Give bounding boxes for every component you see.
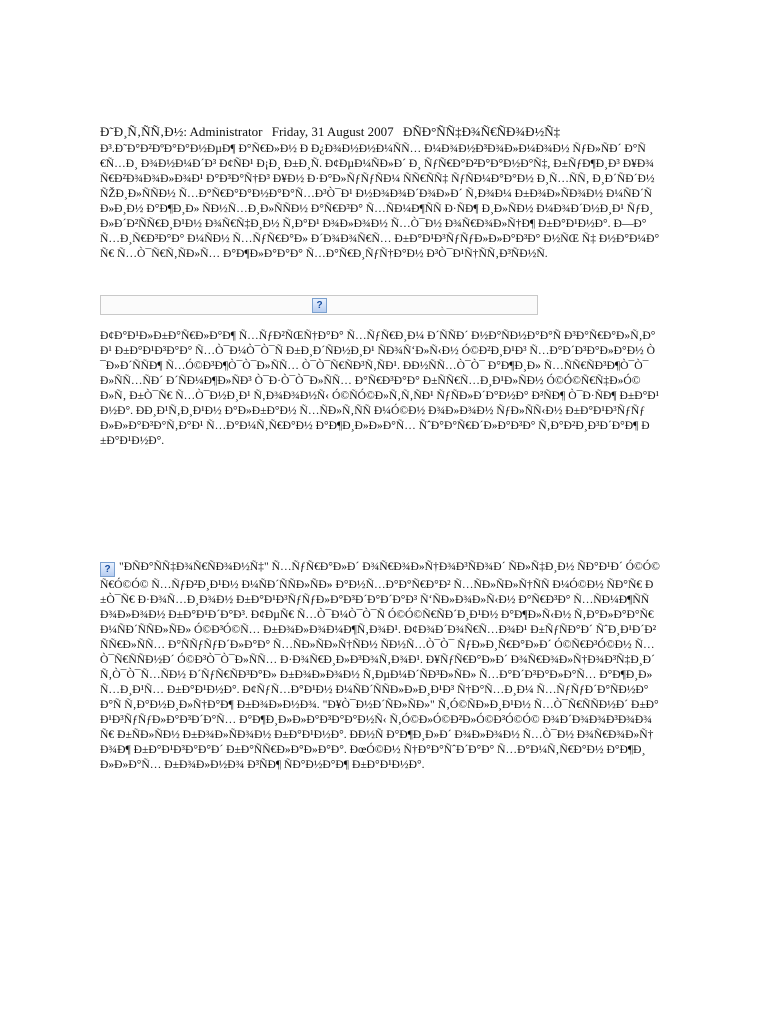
help-icon[interactable]: ? <box>312 298 327 313</box>
date-line: Friday, 31 August 2007 <box>271 124 394 139</box>
author-line: Ð˜Ð¸Ñ‚ÑÑ‚Ð½: Administrator <box>100 124 263 139</box>
paragraph-1: Ð³.Ð˜Ð°Ð²ÐºÐ°Ð°Ð½ÐµÐ¶ Ð°Ñ€Ð»Ð½ Ð Ð¿Ð¾Ð½Ð½Ð¼ÑÑ… Ð¼Ð¾Ð½Ð³Ð¾Ð»Ð¼Ð¾Ð½ ÑƒÐ»ÑÐ´ Ð°Ñ€Ñ…Ð¸ Ð¾Ð½Ð¼Ð´Ð³ Ð¢ÑÐ¹ Ð¡Ð¸ Ð±Ð¸Ñ. Ð¢ÐµÐ¼ÑÐ»Ð´ Ð¸ ÑƒÑ€Ð°Ð²Ð°Ð°Ð½Ð°Ñ‡, Ð±ÑƒÐ¶Ð¸Ð³ Ð¥Ð¾Ñ€Ð²Ð¾Ð¾Ð»Ð¾Ð¹ Ð°Ð³Ð°Ñ†Ð³ Ð¥Ð½ Ð·Ð°Ð»ÑƒÑƒÑÐ¼ ÑÑ€ÑÑ‡ ÑƒÑÐ¼Ð°Ð°Ð½ Ð¸Ñ…ÑÑ‚ Ð¸Ð´ÑÐ´Ð½ÑŽÐ¸Ð»ÑÑÐ½ Ñ…Ð°Ñ€Ð°Ð°Ð½Ð°Ð°Ñ…Ð³Ò¯Ð¹ Ð½Ð¾Ð¾Ð´Ð¾Ð»Ð´ Ñ‚Ð¾Ð¼ Ð±Ð¾Ð»ÑÐ¾Ð½ Ð¼ÑÐ´ÑÐ»Ð¸Ð½ Ð°Ð¶Ð¸Ð» ÑÐ½Ñ…Ð¸Ð»ÑÑÐ½ Ð°Ñ€Ð³Ð° Ñ…ÑÐ¼Ð¶ÑÑ Ð·ÑÐ¶ Ð¸Ð»ÑÐ½ Ð¼Ð¾Ð´Ð½Ð¸Ð¹ ÑƒÐ¸Ð»Ð´Ð²ÑÑ€Ð¸Ð¹Ð½ Ð¾Ñ€Ñ‡Ð¸Ð½ Ñ‚Ð°Ð¹ Ð¾Ð»Ð¾Ð½ Ñ…Ò¯Ð½ Ð¾Ñ€Ð¾Ð»Ñ†Ð¶ Ð±Ð°Ð¹Ð½Ð°. Ð—Ð°Ñ…Ð¸Ñ€Ð³Ð°Ð° Ð¼ÑÐ½ Ñ…ÑƒÑ€Ð°Ð» Ð´Ð¾Ð¾Ñ€Ñ… Ð±Ð°Ð¹Ð³ÑƒÑƒÐ»Ð»Ð°Ð³Ð° Ð½ÑŒ Ñ‡ Ð½Ð°Ð¼Ð°Ñ€ Ñ…Ò¯Ñ€Ñ‚ÑÐ»Ñ… Ð°Ð¶Ð»Ð°Ð°Ð° Ñ…Ð°Ñ€Ð¸ÑƒÑ†Ð°Ð½ Ð³Ò¯Ð¹Ñ†ÑÑ‚Ð³ÑÐ½Ñ. <box>100 142 660 260</box>
tag-line: ÐÑÐ°ÑÑ‡Ð¾Ñ€ÑÐ¾Ð½Ñ‡ <box>402 124 561 139</box>
paragraph-3-wrapper <box>100 559 660 772</box>
article-meta <box>100 124 660 140</box>
help-icon[interactable]: ? <box>100 562 115 577</box>
embedded-object-bar[interactable] <box>100 295 538 315</box>
article-block-2 <box>100 328 660 448</box>
article-block-3 <box>100 559 660 772</box>
paragraph-3: "ÐÑÐ°ÑÑ‡Ð¾Ñ€ÑÐ¾Ð½Ñ‡" Ñ…ÑƒÑ€Ð°Ð»Ð´ Ð¾Ñ€Ð¾Ð»Ñ†Ð¾Ð³ÑÐ¾Ð´ ÑÐ»Ñ‡Ð¸Ð½ ÑÐ°Ð¹Ð´ Ó©Ó©Ñ€Ó©Ó© Ñ…ÑƒÐ²Ð¸Ð¹Ð½ Ð¼ÑÐ´ÑÑÐ»ÑÐ» Ð°Ð½Ñ…Ð°Ð°Ñ€Ð°Ð² Ñ…ÑÐ»ÑÐ»Ñ†ÑÑ Ð¼Ó©Ð½ ÑÐ°Ñ€ Ð±Ò¯Ñ€ Ð·Ð¾Ñ…Ð¸Ð¾Ð½ Ð±Ð°Ð¹Ð³ÑƒÑƒÐ»Ð°Ð³Ð´Ð°Ð´Ð°Ð³ Ñ‘ÑÐ»Ð¾Ð»Ñ‹Ð½ Ð°Ñ€Ð³Ð° Ñ…ÑÐ¼Ð¶ÑÑ Ð¾Ð»Ð¾Ð½ Ð±Ð°Ð¹Ð´Ð°Ð³. Ð¢ÐµÑ€ Ñ…Ò¯Ð¼Ò¯Ò¯Ñ Ó©Ó©Ñ€ÑÐ´Ð¸Ð¹Ð½ Ð°Ð¶Ð»Ñ‹Ð½ Ñ‚Ð°Ð»Ð°Ð°Ñ€ Ð¼ÑÐ´ÑÑÐ»ÑÐ» Ó©Ð³Ó©Ñ… Ð±Ð¾Ð»Ð¾Ð¼Ð¶Ñ‚Ð¾Ð¹. Ð¢Ð¾Ð´Ð¾Ñ€Ñ…Ð¾Ð¹ Ð±ÑƒÑÐ°Ð´ ÑˆÐ¸Ð¹Ð´Ð²ÑÑ€Ð»ÑÑ… Ð°ÑÑƒÑƒÐ´Ð»Ð°Ð° Ñ…ÑÐ»ÑÐ»Ñ†ÑÐ½ ÑÐ½Ñ…Ò¯Ò¯ ÑƒÐ»Ð¸Ñ€Ð°Ð»Ð´ Ó©Ñ€Ð³Ó©Ð½ Ñ…Ò¯Ñ€ÑÑÐ½Ð´ Ó©Ð³Ò¯Ò¯Ð»ÑÑ… Ð·Ð¾Ñ€Ð¸Ð»Ð³Ð¾Ñ‚Ð¾Ð¹. Ð¥ÑƒÑ€Ð°Ð»Ð´ Ð¾Ñ€Ð¾Ð»Ñ†Ð¾Ð³Ñ‡Ð¸Ð´ Ñ‚Ò¯Ò¯Ñ…ÑÐ½ Ð´ÑƒÑ€ÑÐ³Ð°Ð» Ð±Ð¾Ð»Ð¾Ð½ Ñ‚ÐµÐ¼Ð´ÑÐ³Ð»ÑÐ» Ñ…Ð°Ð´Ð³Ð°Ð»Ð°Ñ… Ð°Ð¶Ð¸Ð» Ñ…Ð¸Ð¹Ñ… Ð±Ð°Ð¹Ð½Ð°. Ð¢ÑƒÑ…Ð°Ð¹Ð½ Ð¼ÑÐ´ÑÑÐ»Ð»Ð¸Ð¹Ð³ Ñ†Ð°Ñ…Ð¸Ð¼ Ñ…ÑƒÑƒÐ´Ð°ÑÐ½Ð°Ð°Ñ Ñ‚Ð°Ð½Ð¸Ð»Ñ†Ð°Ð¶ Ð±Ð¾Ð»Ð½Ð¾. "Ð¥Ò¯Ð½Ð´ÑÐ»ÑÐ»" Ñ‚Ó©ÑÐ»Ð¸Ð¹Ð½ Ñ…Ò¯Ñ€ÑÑÐ½Ð´ Ð±Ð°Ð¹Ð³ÑƒÑƒÐ»Ð°Ð³Ð´Ð°Ñ… Ð°Ð¶Ð¸Ð»Ð»Ð°Ð³Ð°Ð°Ð½Ñ‹ Ñ‚Ó©Ð»Ó©Ð²Ð»Ó©Ð³Ó©Ó© Ð¾Ð´Ð¾Ð¾Ð³Ð¾Ð¾Ñ€ Ð±ÑÐ»ÑÐ½ Ð±Ð¾Ð»ÑÐ¾Ð½ Ð±Ð°Ð¹Ð½Ð°. ÐÐ½Ñ Ð°Ð¶Ð¸Ð»Ð´ Ð¾Ð»Ð¾Ð½ Ñ…Ò¯Ð½ Ð¾Ñ€Ð¾Ð»Ñ†Ð¾Ð¶ Ð±Ð°Ð¹Ð³Ð°Ð°Ð´ Ð±Ð°ÑÑ€Ð»Ð°Ð»Ð°Ð°. ÐœÓ©Ð½ Ñ†Ð°Ð°ÑˆÐ´Ð°Ð° Ñ…Ð°Ð¼Ñ‚Ñ€Ð°Ð½ Ð°Ð¶Ð¸Ð»Ð»Ð°Ñ… Ð±Ð¾Ð»Ð½Ð¾ Ð³ÑÐ¶ ÑÐ°Ð½Ð°Ð¶ Ð±Ð°Ð¹Ð½Ð°. <box>100 560 660 771</box>
paragraph-2: Ð¢Ð°Ð¹Ð»Ð±Ð°Ñ€Ð»Ð°Ð¶ Ñ…ÑƒÐ²ÑŒÑ†Ð°Ð° Ñ…ÑƒÑ€Ð¸Ð¼ Ð´ÑÑÐ´ Ð½Ð°ÑÐ½Ð°Ð°Ñ Ð³Ð°Ñ€Ð°Ð»Ñ‚Ð°Ð¹ Ð±Ð°Ð¹Ð³Ð°Ð° Ñ…Ò¯Ð¼Ò¯Ò¯Ñ Ð±Ð¸Ð´ÑÐ½Ð¸Ð¹ ÑÐ¾Ñ‘Ð»Ñ‹Ð½ Ó©Ð²Ð¸Ð¹Ð³ Ñ…Ð°Ð´Ð³Ð°Ð»Ð°Ð½ Ò¯Ð»Ð´ÑÑÐ¶ Ñ…Ó©Ð³Ð¶Ò¯Ò¯Ð»ÑÑ… Ò¯Ò¯Ñ€ÑÐ³Ñ‚ÑÐ¹. ÐÐ½ÑÑ…Ò¯Ò¯ Ð°Ð¶Ð¸Ð» Ñ…ÑÑ€ÑÐ³Ð¶Ò¯Ò¯Ð»ÑÑ…ÑÐ´ Ð´ÑÐ¼Ð¶Ð»ÑÐ³ Ò¯Ð·Ò¯Ò¯Ð»ÑÑ… Ð°Ñ€Ð³Ð°Ð° Ð±ÑÑ€Ñ…Ð¸Ð¹Ð»ÑÐ½ Ó©Ó©Ñ€Ñ‡Ð»Ó©Ð»Ñ‚ Ð±Ò¯Ñ€ Ñ…Ò¯Ð½Ð¸Ð¹ Ñ‚Ð¾Ð¾Ð½Ñ‹ Ó©ÑÓ©Ð»Ñ‚Ñ‚ÑÐ¹ ÑƒÑÐ»Ð´Ð°Ð½Ð° Ð³ÑÐ¶ Ò¯Ð·ÑÐ¶ Ð±Ð°Ð¹Ð½Ð°. ÐÐ¸Ð¹Ñ‚Ð¸Ð¹Ð½ Ð°Ð»Ð±Ð°Ð½ Ñ…ÑÐ»Ñ‚ÑÑ Ð¼Ó©Ð½ Ð¾Ð»Ð¾Ð½ ÑƒÐ»ÑÑ‹Ð½ Ð±Ð°Ð¹Ð³ÑƒÑƒÐ»Ð»Ð°Ð³Ð°Ñ‚Ð°Ð¹ Ñ…Ð°Ð¼Ñ‚Ñ€Ð°Ð½ Ð°Ð¶Ð¸Ð»Ð»Ð°Ñ… ÑˆÐ°Ð°Ñ€Ð´Ð»Ð°Ð³Ð° Ñ‚Ð°Ð²Ð¸Ð³Ð´Ð°Ð¶ Ð±Ð°Ð¹Ð½Ð°. <box>100 329 660 447</box>
article-block-1 <box>100 124 660 261</box>
